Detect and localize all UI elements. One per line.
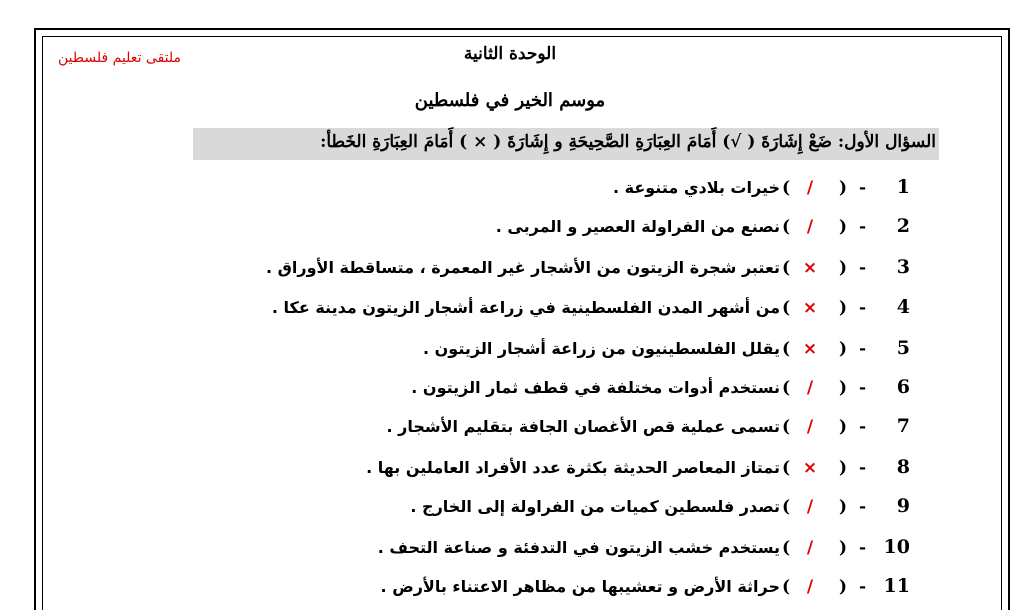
forum-name: ملتقى تعليم فلسطين (58, 50, 182, 66)
paren-close: ) (781, 417, 791, 437)
item-statement: تسمى عملية قص الأغصان الجافة بتقليم الأشجار . (386, 417, 780, 436)
unit-title: الوحدة الثانية (463, 44, 557, 64)
answer-mark: / (806, 178, 814, 198)
paren-open: ( (838, 577, 848, 597)
item-number: 8 (896, 456, 910, 478)
item-statement: تعتبر شجرة الزيتون من الأشجار غير المعمرة ، متساقطة الأوراق . (265, 258, 780, 277)
item-number: 6 (896, 376, 910, 398)
paren-close: ) (781, 178, 791, 198)
question-item: 4-(×)من أشهر المدن الفلسطينية في زراعة أشجار الزيتون مدينة عكا . (272, 292, 910, 322)
paren-close: ) (781, 339, 791, 359)
answer-mark: × (802, 298, 818, 318)
question-item: 8-(×)تمتاز المعاصر الحديثة بكثرة عدد الأفراد العاملين بها . (366, 452, 910, 482)
item-statement: خيرات بلادي متنوعة . (612, 178, 780, 197)
item-statement: نصنع من الفراولة العصير و المربى . (495, 217, 780, 236)
item-number: 1 (896, 176, 910, 198)
paren-open: ( (838, 417, 848, 437)
item-number: 7 (896, 415, 910, 437)
item-statement: من أشهر المدن الفلسطينية في زراعة أشجار الزيتون مدينة عكا . (271, 298, 780, 317)
paren-open: ( (838, 217, 848, 237)
paren-open: ( (838, 497, 848, 517)
answer-mark: × (802, 339, 818, 359)
answer-mark: × (802, 458, 818, 478)
item-number: 9 (896, 495, 910, 517)
item-number: 5 (896, 337, 910, 359)
paren-close: ) (781, 298, 791, 318)
question-item: 7-(/)تسمى عملية قص الأغصان الجافة بتقليم الأشجار . (386, 411, 910, 441)
question-item: 3-(×)تعتبر شجرة الزيتون من الأشجار غير المعمرة ، متساقطة الأوراق . (266, 252, 910, 282)
paren-close: ) (781, 458, 791, 478)
paren-close: ) (781, 258, 791, 278)
paren-close: ) (781, 577, 791, 597)
item-number: 11 (883, 575, 910, 597)
answer-mark: / (806, 577, 814, 597)
question-item: 1-(/)خيرات بلادي متنوعة . (613, 172, 910, 202)
item-statement: حراثة الأرض و تعشيبها من مظاهر الاعتناء بالأرض . (380, 577, 780, 596)
answer-mark: / (806, 497, 814, 517)
paren-open: ( (838, 458, 848, 478)
question-item: 11-(/)حراثة الأرض و تعشيبها من مظاهر الاعتناء بالأرض . (381, 571, 910, 601)
paren-open: ( (838, 538, 848, 558)
question-item: 2-(/)نصنع من الفراولة العصير و المربى . (496, 211, 910, 241)
item-statement: يستخدم خشب الزيتون في التدفئة و صناعة التحف . (377, 538, 780, 557)
answer-mark: / (806, 417, 814, 437)
item-number: 4 (896, 296, 910, 318)
answer-mark: / (806, 378, 814, 398)
paren-close: ) (781, 378, 791, 398)
paren-close: ) (781, 538, 791, 558)
question-item: 9-(/)تصدر فلسطين كميات من الفراولة إلى الخارج . (410, 491, 910, 521)
answer-mark: / (806, 538, 814, 558)
paren-close: ) (781, 497, 791, 517)
item-number: 10 (883, 536, 910, 558)
item-statement: تمتاز المعاصر الحديثة بكثرة عدد الأفراد العاملين بها . (366, 458, 780, 477)
question-item: 5-(×)يقلل الفلسطينيون من زراعة أشجار الزيتون . (423, 333, 910, 363)
paren-open: ( (838, 298, 848, 318)
paren-open: ( (838, 339, 848, 359)
question-item: 6-(/)نستخدم أدوات مختلفة في قطف ثمار الزيتون . (411, 372, 910, 402)
answer-mark: / (806, 217, 814, 237)
paren-close: ) (781, 217, 791, 237)
item-number: 2 (896, 215, 910, 237)
paren-open: ( (838, 258, 848, 278)
paren-open: ( (838, 378, 848, 398)
question-instruction: السؤال الأول: ضَعْ إِشَارَةَ ( √) أَمَامَ العِبَارَةِ الصَّحِيحَةِ و إِشَارَةَ ( × ) أَمَامَ العِبَارَةِ الخَطأ: (320, 132, 936, 152)
lesson-title: موسم الخير في فلسطين (414, 90, 606, 111)
question-item: 10-(/)يستخدم خشب الزيتون في التدفئة و صناعة التحف . (378, 532, 910, 562)
answer-mark: × (802, 258, 818, 278)
item-statement: يقلل الفلسطينيون من زراعة أشجار الزيتون . (422, 339, 780, 358)
item-number: 3 (896, 256, 910, 278)
page-border-inner (42, 36, 1002, 610)
item-statement: تصدر فلسطين كميات من الفراولة إلى الخارج . (410, 497, 780, 516)
paren-open: ( (838, 178, 848, 198)
item-statement: نستخدم أدوات مختلفة في قطف ثمار الزيتون . (411, 378, 780, 397)
